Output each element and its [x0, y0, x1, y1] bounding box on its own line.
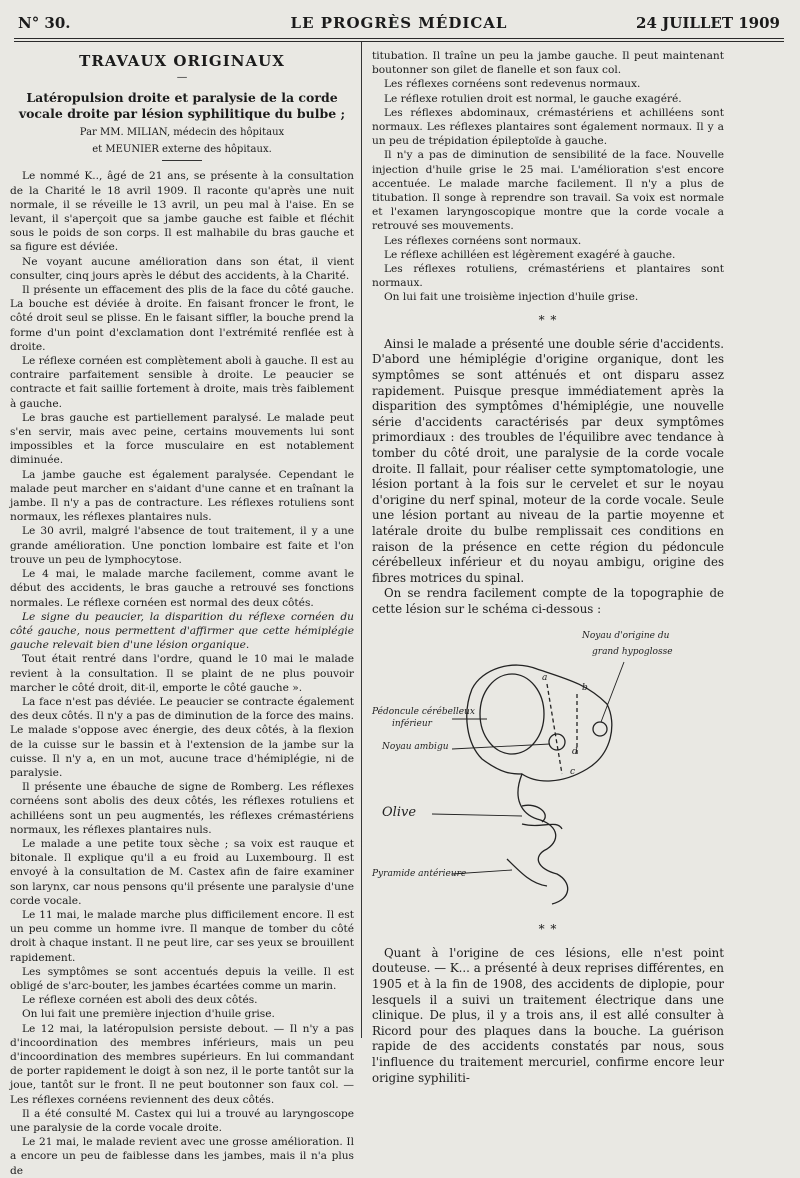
label-noyau-origine: Noyau d'origine du	[582, 630, 670, 641]
left-column	[10, 52, 354, 1177]
section-stars: * *	[538, 312, 558, 327]
paragraph: Le réflexe cornéen est complètement aboli à gauche. Il est au contraire parfaitement sensible à droite. Le peaucier se contracte et fait saillie fortement à droite, mais très faiblement à gauche.	[10, 355, 354, 410]
label-letter-b: b	[582, 682, 588, 693]
paragraph: Ne voyant aucune amélioration dans son état, il vient consulter, cinq jours après le début des accidents, à la Charité.	[10, 255, 354, 282]
issue-number: N° 30.	[18, 14, 71, 32]
label-pedoncule: Pédoncule cérébelleux	[372, 706, 475, 717]
paragraph: Le réflexe rotulien droit est normal, le gauche exagéré.	[384, 92, 682, 105]
paragraph: La face n'est pas déviée. Le peaucier se contracte également des deux côtés. Il n'y a pas de diminution de la force des mains. Le malade s'oppose avec énergie, des deux côtés, à la flexion de la cuisse sur le bassin et à l'extension de la jambe sur la cuisse. Il n'y a, en un mot, aucune trace d'hémiplégie, ni de paralysie.	[10, 695, 354, 779]
paragraph: Il n'y a pas de diminution de sensibilité de la face. Nouvelle injection d'huile grise le 25 mai. L'amélioration s'est encore accentuée. Le malade marche facilement. Il n'y a plus de titubation. Il songe à reprendre son travail. Sa voix est normale et l'examen laryngoscopique montre que la corde vocale a retrouvé ses mouvements.	[372, 149, 724, 233]
pointer-hypoglosse	[601, 662, 624, 722]
label-olive: Olive	[382, 804, 417, 820]
paragraph: Ainsi le malade a présenté une double série d'accidents. D'abord une hémiplégie d'origine organique, dont les symptômes se sont atténués et ont disparu assez rapidement. Puisque presque immédiatement après la disparition des symptômes d'hémiplégie, une nouvelle série d'accidents caractérisés par deux symptômes primordiaux : des troubles de l'équilibre avec tendance à tomber du côté droit, une paralysie de la corde vocale droite. Il fallait, pour réaliser cette symptomatologie, une lésion portant à la fois sur le cervelet et sur le noyau d'origine du nerf spinal, moteur de la corde vocale. Seule une lésion portant au niveau de la partie moyenne et latérale droite du bulbe remplissait ces conditions en raison de la présence en cette région du pédoncule cérébelleux inférieur et du noyau ambigu, origine des fibres motrices du spinal.	[372, 336, 724, 585]
paragraph: Tout était rentré dans l'ordre, quand le 10 mai le malade revient à la consultation. Il se plaint de ne plus pouvoir marcher le côté droit, dit-il, emporte le côté gauche ».	[10, 653, 354, 694]
section-dash: —	[176, 71, 188, 84]
olive-wave	[522, 805, 562, 829]
paragraph: Il a été consulté M. Castex qui lui a trouvé au laryngoscope une paralysie de la corde vocale droite.	[10, 1107, 354, 1135]
journal-name: LE PROGRÈS MÉDICAL	[290, 14, 508, 32]
paragraph: Il présente un effacement des plis de la face du côté gauche. La bouche est déviée à droite. En faisant froncer le front, le côté droit seul se plisse. En le faisant siffler, la bouche prend la forme d'un point d'exclamation dont l'extrémité renflée est à droite.	[10, 284, 354, 353]
paragraph: Les réflexes rotuliens, crémastériens et plantaires sont normaux.	[372, 263, 724, 290]
paragraph: Le 12 mai, la latéropulsion persiste debout. — Il n'y a pas d'incoordination des membres inférieurs, mais un peu d'incoordination des membres supérieurs. En lui commandant de porter rapidement le doigt à son nez, il le porte tantôt sur la joue, tantôt sur le front. Il ne peut boutonner son faux col. — Les réflexes cornéens reviennent des deux côtés.	[10, 1022, 354, 1106]
right-column	[372, 49, 724, 1085]
section-stars-2: * *	[538, 921, 558, 936]
byline-authors-2: et MEUNIER externe des hôpitaux.	[92, 143, 272, 155]
label-noyau-ambigu: Noyau ambigu	[382, 741, 449, 752]
paragraph-italic: Le signe du peaucier, la disparition du réflexe cornéen du côté gauche, nous permettent d'affirmer que cette hémiplégie gauche relevait bien d'une lésion organique.	[10, 610, 354, 652]
paragraph: titubation. Il traîne un peu la jambe gauche. Il peut maintenant boutonner son gilet de flanelle et son faux col.	[372, 50, 724, 77]
label-letter-a: a	[542, 672, 548, 683]
paragraph: Quant à l'origine de ces lésions, elle n'est point douteuse. — K... a présenté à deux reprises différentes, en 1905 et à la fin de 1908, des accidents de diplopie, pour lesquels il a suivi un traitement électrique dans une clinique. De plus, il y a trois ans, il est allé consulter à Ricord pour des plaques dans la bouche. La guérison rapide de des accidents constatés par nous, sous l'influence du traitement mercuriel, confirme encore leur origine syphiliti-	[372, 945, 724, 1085]
section-title: TRAVAUX ORIGINAUX	[79, 52, 285, 70]
bulb-outline-inner	[467, 689, 522, 774]
paragraph: Les réflexes cornéens sont normaux.	[384, 234, 582, 247]
pyramide-line	[507, 859, 547, 886]
header-rule	[14, 38, 784, 39]
paragraph: Les symptômes se sont accentués depuis la veille. Il est obligé de s'arc-bouter, les jambes écartées comme un marin.	[10, 965, 354, 992]
paragraph: Le 21 mai, le malade revient avec une grosse amélioration. Il a encore un peu de faiblesse dans les jambes, mais il n'a plus de	[10, 1136, 354, 1177]
header-rule-2	[14, 41, 784, 42]
paragraph: On lui fait une troisième injection d'huile grise.	[384, 291, 639, 304]
pedoncule-shape	[480, 674, 544, 754]
lesion-line-cd	[547, 684, 562, 774]
paragraph: Le réflexe achilléen est légèrement exagéré à gauche.	[384, 248, 676, 261]
paragraph: Le malade a une petite toux sèche ; sa voix est rauque et bitonale. Il explique qu'il a eu froid au Luxembourg. Il est envoyé à la consultation de M. Castex afin de faire examiner son larynx, car nous pensons qu'il présente une paralysie d'une corde vocale.	[10, 837, 354, 907]
byline-authors: Par MM. MILIAN, médecin des hôpitaux	[79, 127, 285, 139]
paragraph: On lui fait une première injection d'huile grise.	[22, 1008, 275, 1021]
paragraph: Les réflexes abdominaux, crémastériens et achilléens sont normaux. Les réflexes plantaires sont également normaux. Il y a un peu de trépidation épileptoïde à gauche.	[372, 106, 724, 148]
paragraph: Le 4 mai, le malade marche facilement, comme avant le début des accidents, le bras gauche a retrouvé ses fonctions normales. Le réflexe cornéen est normal des deux côtés.	[10, 568, 354, 609]
issue-date: 24 JUILLET 1909	[636, 14, 780, 32]
article-title: Latéropulsion droite et paralysie de la corde vocale droite par lésion syphilitique du bulbe ;	[18, 90, 346, 122]
byline-rule	[162, 160, 202, 161]
paragraph: La jambe gauche est également paralysée. Cependant le malade peut marcher en s'aidant d'une canne et en traînant la jambe. Il n'y a pas de contracture. Les réflexes rotuliens sont normaux, les réflexes plantaires nuls.	[10, 468, 354, 524]
paragraph: Le 30 avril, malgré l'absence de tout traitement, il y a une grande amélioration. Une ponction lombaire est faite et l'on trouve un peu de lymphocytose.	[10, 525, 354, 566]
pointer-olive	[432, 814, 522, 816]
paragraph: Le nommé K.., âgé de 21 ans, se présente à la consultation de la Charité le 18 avril 1909. Il raconte qu'après une nuit normale, il se réveille le 13 avril, un peu mal à l'aise. En se levant, il s'aperçoit que sa jambe gauche est faible et fléchit sous le poids de son corps. Il est malhabile du bras gauche et sa figure est déviée.	[10, 170, 354, 254]
hypoglosse-circle	[593, 722, 607, 736]
pointer-noyau-ambigu	[452, 744, 550, 749]
paragraph: Le réflexe cornéen est aboli des deux côtés.	[22, 994, 258, 1007]
bulb-schema-drawing	[372, 624, 724, 914]
paragraph: Le 11 mai, le malade marche plus difficilement encore. Il est un peu comme un homme ivre. Il manque de tomber du côté droit à chaque instant. Il ne peut lire, car ses yeux se brouillent rapidement.	[10, 908, 354, 964]
bulb-schema-figure	[372, 624, 724, 914]
paragraph: Le bras gauche est partiellement paralysé. Le malade peut s'en servir, mais avec peine, certains mouvements lui sont impossibles et la force musculaire en est notablement diminuée.	[10, 411, 354, 467]
paragraph: Les réflexes cornéens sont redevenus normaux.	[384, 78, 641, 91]
label-letter-c: c	[570, 766, 576, 777]
paragraph: On se rendra facilement compte de la topographie de cette lésion sur le schéma ci-dessous :	[372, 586, 724, 616]
label-grand-hypoglosse: grand hypoglosse	[592, 646, 673, 657]
paragraph: Il présente une ébauche de signe de Romberg. Les réflexes cornéens sont abolis des deux côtés, les réflexes rotuliens et achilléens sont un peu augmentés, les réflexes crémastériens normaux, les réflexes plantaires nuls.	[10, 781, 354, 836]
label-pyramide: Pyramide antérieure	[372, 868, 467, 879]
column-divider	[361, 42, 362, 1038]
label-pedoncule-2: inférieur	[392, 718, 432, 729]
label-letter-d: d	[572, 746, 578, 757]
page-header	[18, 14, 780, 38]
